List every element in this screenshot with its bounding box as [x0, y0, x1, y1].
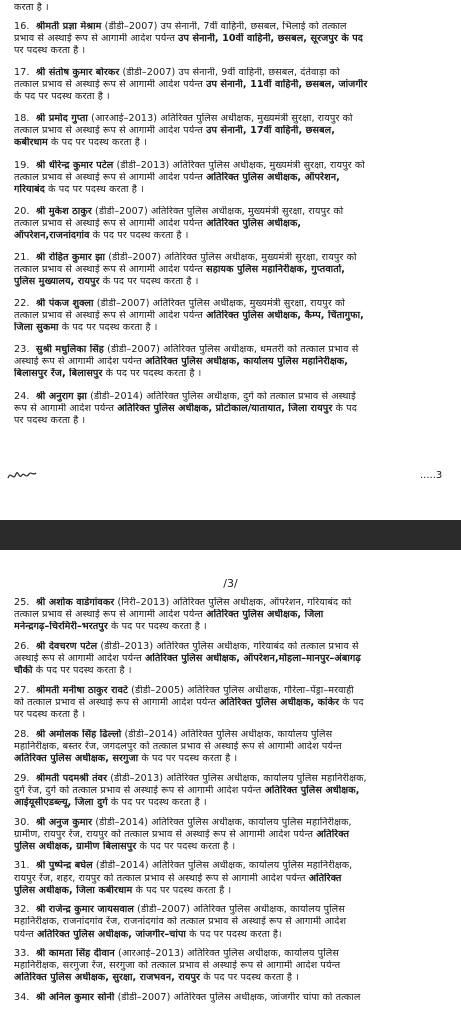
text-run: तत्काल प्रभाव से अस्थाई रूप से आगामी आदेश पर्यन्त: [14, 217, 207, 229]
text-line: [14, 172, 454, 184]
bold-text: मनेन्द्रगढ़–चिरमिरी–भरतपुर: [14, 621, 108, 633]
text-run: महानिरीक्षक, राजनांदगांव रेंज, राजनांदगांव को तत्काल प्रभाव से अस्थाई रूप से आगामी आदेश: [14, 916, 347, 928]
bold-text: पुलिस अधीक्षक, जिला कबीरधाम: [14, 884, 133, 896]
text-run: करता है ।: [14, 2, 49, 13]
bold-text: सहायक पुलिस महानिरीक्षक, गुप्तवार्ता,: [206, 264, 346, 275]
officer-name: श्री धीरेन्द्र कुमार पटेल: [36, 159, 114, 171]
text-run: महानिरीक्षक, सरगुजा रेंज, सरगुजा को तत्काल प्रभाव से अस्थाई रूप से आगामी आदेश पर्यन्त: [14, 960, 341, 972]
text-run: के पद पर पदस्थ करता है ।: [89, 229, 189, 241]
text-line: [14, 741, 454, 753]
officer-name: श्री देवचरण पटेल: [36, 640, 98, 652]
text-run: के पद पर पदस्थ करता है ।: [132, 884, 232, 896]
text-line: [14, 137, 454, 149]
text-line: [14, 641, 454, 653]
officer-name: श्री रोहित कुमार झा: [36, 252, 106, 263]
item-number: 20.: [14, 205, 30, 217]
text-line: [14, 230, 454, 242]
text-line: [14, 972, 454, 984]
page-separator: [0, 514, 461, 566]
text-run: (डीडी–2007) अतिरिक्त पुलिस अधीक्षक, मुख्यमंत्री सुरक्षा, रायपुर को: [96, 298, 345, 310]
signature-mark: [6, 464, 42, 486]
text-line: [14, 817, 454, 829]
bold-text: कबीरधाम: [14, 137, 48, 149]
text-line: [14, 841, 454, 853]
bold-text: पुलिस अधीक्षक, ग्रामीण बिलासपुर: [14, 840, 137, 852]
text-line: [14, 113, 454, 125]
officer-name: श्री अनिल कुमार सोनी: [36, 992, 115, 1004]
officer-name: श्री पुष्पेन्द्र बघेल: [36, 860, 93, 872]
officer-name: श्री मुकेश ठाकुर: [36, 205, 92, 217]
text-run: (डीडी–2013) अतिरिक्त पुलिस अधीक्षक, कार्यालय पुलिस महानिरीक्षक,: [110, 772, 367, 784]
text-line: [14, 160, 454, 172]
text-run: (डीडी–2007) अतिरिक्त पुलिस अधीक्षक, मुख्यमंत्री सुरक्षा, रायपुर को: [95, 205, 344, 217]
text-run: दुर्ग रेंज, दुर्ग को तत्काल प्रभाव से अस्थाई रूप से आगामी आदेश पर्यन्त: [14, 784, 265, 796]
bold-text: उप सेनानी, 17वीं वाहिनी, छसबल,: [206, 125, 336, 137]
continued-marker: .....3: [420, 470, 443, 481]
item-number: 22.: [14, 298, 30, 310]
text-line: [14, 885, 454, 897]
bold-text: अतिरिक्त पुलिस अधीक्षक,: [206, 217, 302, 229]
officer-name: श्रीमती पदमश्री तंवर: [36, 772, 108, 784]
bold-text: ऑपरेशन,राजनांदगांव: [14, 229, 90, 241]
text-line: [14, 403, 454, 415]
text-line: [14, 960, 454, 972]
page-header: /3/: [223, 577, 238, 590]
bold-text: अतिरिक्त: [308, 872, 342, 884]
text-line: [14, 33, 454, 45]
officer-name: श्री कामता सिंह दीवान: [36, 948, 115, 960]
bold-text: अतिरिक्त पुलिस अधीक्षक,: [264, 784, 360, 796]
text-run: पर्यन्त: [14, 928, 37, 940]
officer-name: श्री अनुज कुमार: [36, 816, 93, 828]
text-run: (डीडी–2007) उप सेनानी, 9वीं वाहिनी, छसबल, दंतेवाड़ा को: [122, 67, 340, 79]
bold-text: अतिरिक्त पुलिस अधीक्षक, जांजगीर–चांपा: [37, 928, 186, 940]
text-line: [14, 298, 454, 310]
text-run: तत्काल प्रभाव से अस्थाई रूप से आगामी आदेश पर्यन्त: [14, 264, 207, 275]
text-run: के पद: [339, 696, 364, 708]
text-line: [14, 916, 454, 928]
text-line: [14, 621, 454, 633]
text-run: (आरआई–2013) अतिरिक्त पुलिस अधीक्षक, मुख्यमंत्री सुरक्षा, रायपुर को: [91, 113, 353, 125]
bold-text: अतिरिक्त पुलिस अधीक्षक, ऑपरेशन,: [206, 171, 340, 183]
bold-text: अतिरिक्त पुलिस अधीक्षक, कैम्प, चिंतागुफा,: [206, 310, 364, 322]
text-line: [14, 184, 454, 196]
text-run: के पद पर पदस्थ करता है ।: [102, 368, 202, 380]
officer-name: श्री प्रमोद गुप्ता: [36, 113, 88, 125]
text-run: (डीडी–2007) अतिरिक्त पुलिस अधीक्षक, धमतरी को तत्काल प्रभाव से: [107, 344, 359, 356]
item-number: 24.: [14, 390, 30, 402]
text-run: अस्थाई रूप से आगामी आदेश पर्यन्त: [14, 356, 145, 368]
bold-text: अतिरिक्त पुलिस अधीक्षक, जिला: [206, 609, 324, 621]
bold-text: अतिरिक्त पुलिस अधीक्षक, ऑपरेशन,मोहला–मानपुर–अंबागढ़: [144, 653, 361, 664]
text-line: [14, 125, 454, 137]
text-run: के पद पर पदस्थ करता है ।: [44, 183, 144, 195]
bold-text: अतिरिक्त पुलिस अधीक्षक, सुरक्षा, राजभवन, रायपुर: [14, 972, 201, 984]
bold-text: अतिरिक्त पुलिस अधीक्षक, कांकेर: [219, 696, 340, 708]
text-run: के पद पर पदस्थ करता है।: [186, 928, 282, 940]
text-line: [14, 948, 454, 960]
bold-text: आईयूसीएडब्ल्यू, जिला दुर्ग: [14, 796, 108, 808]
text-run: के पद पर पदस्थ करता है ।: [32, 665, 132, 677]
text-line: [14, 773, 454, 785]
text-line: [14, 860, 454, 872]
item-number: 17.: [14, 67, 30, 79]
text-run: (डीडी–2014) अतिरिक्त पुलिस अधीक्षक, कार्यालय पुलिस महानिरीक्षक,: [95, 860, 353, 872]
officer-name: श्री पंकज शुक्ला: [36, 298, 94, 310]
text-run: (डीडी–2013) अतिरिक्त पुलिस अधीक्षक, गरियाबंद को तत्काल प्रभाव से: [100, 640, 359, 652]
item-number: 16.: [14, 21, 30, 32]
text-line: [14, 276, 454, 288]
text-run: तत्काल प्रभाव से अस्थाई रूप से आगामी आदेश पर्यन्त: [14, 310, 207, 322]
text-line: [14, 322, 454, 334]
text-run: (डीडी–2005) अतिरिक्त पुलिस अधीक्षक, गौरेला–पेंड्रा–मरवाही: [131, 684, 354, 696]
bold-text: उप सेनानी, 10वीं वाहिनी, छसबल, सूरजपुर के पद: [178, 33, 363, 44]
item-number: 21.: [14, 252, 30, 263]
text-line: [14, 21, 454, 33]
bold-text: पुलिस मुख्यालय, रायपुर: [14, 276, 100, 287]
text-run: ग्रामीण, रायपुर रेंज, रायपुर को तत्काल प्रभाव से अस्थाई रूप से आगामी आदेश पर्यन्त: [14, 828, 317, 840]
bold-text: अतिरिक्त पुलिस अधीक्षक, प्रोटोकाल/यातायात, जिला रायपुर: [117, 402, 333, 414]
text-run: रूप से आगामी आदेश पर्यन्त: [14, 402, 118, 414]
text-run: (डीडी–2007) उप सेनानी, 7वीं वाहिनी, छसबल, भिलाई को तत्काल: [104, 21, 347, 32]
text-line: [14, 992, 454, 1004]
text-line: [14, 218, 454, 230]
bold-text: जिला सुकमा: [14, 322, 59, 334]
item-number: 32.: [14, 904, 30, 916]
bold-text: उप सेनानी, 11वीं वाहिनी, छसबल, जांजगीर: [206, 79, 368, 91]
text-line: [14, 2, 454, 14]
text-line: [14, 697, 454, 709]
separator-bar: [0, 520, 461, 550]
text-run: (डीडी–2014) अतिरिक्त पुलिस अधीक्षक, दुर्ग को तत्काल प्रभाव से अस्थाई: [90, 390, 356, 402]
text-run: के पद पर पदस्थ करता है ।: [136, 840, 236, 852]
text-run: के पद पर पदस्थ करता है ।: [138, 752, 238, 764]
text-run: (डीडी–2013) अतिरिक्त पुलिस अधीक्षक, मुख्यमंत्री सुरक्षा, रायपुर को: [116, 159, 365, 171]
text-run: के पद पर पदस्थ करता है ।: [107, 621, 207, 633]
text-run: तत्काल प्रभाव से अस्थाई रूप से आगामी आदेश पर्यन्त: [14, 125, 207, 137]
text-run: (डीडी–2014) अतिरिक्त पुलिस अधीक्षक, कार्यालय पुलिस महानिरीक्षक,: [95, 816, 352, 828]
text-run: अस्थाई रूप से आगामी आदेश पर्यन्त: [14, 653, 145, 664]
text-line: [14, 729, 454, 741]
text-line: [14, 344, 454, 356]
bold-text: गरियाबंद: [14, 183, 45, 195]
bold-text: चौकी: [14, 665, 33, 677]
text-line: [14, 797, 454, 809]
text-run: के पद पर पदस्थ करता है ।: [47, 137, 147, 149]
item-number: 30.: [14, 816, 30, 828]
text-line: [14, 873, 454, 885]
text-line: [14, 709, 454, 721]
officer-name: श्री संतोष कुमार बोरकर: [36, 67, 120, 79]
item-number: 19.: [14, 159, 30, 171]
officer-name: श्री अमोलक सिंह ढिल्लो: [36, 728, 122, 740]
text-run: तत्काल प्रभाव से अस्थाई रूप से आगामी आदेश पर्यन्त: [14, 609, 207, 621]
text-run: पर पदस्थ करता है ।: [14, 45, 86, 56]
text-run: के पद पर पदस्थ करता है ।: [107, 796, 207, 808]
text-line: [14, 391, 454, 403]
text-run: को तत्काल प्रभाव से अस्थाई रूप से आगामी आदेश पर्यन्त: [14, 696, 220, 708]
text-line: [14, 753, 454, 765]
text-run: रायपुर रेंज, शहर, रायपुर को तत्काल प्रभाव से अस्थाई रूप से आगामी आदेश पर्यन्त: [14, 872, 309, 884]
text-line: [14, 67, 454, 79]
text-line: [14, 356, 454, 368]
item-number: 34.: [14, 992, 30, 1004]
officer-name: श्री राजेन्द्र कुमार जायसवाल: [36, 904, 134, 916]
text-line: [14, 79, 454, 91]
text-run: के पद पर पदस्थ करता है ।: [14, 91, 110, 103]
officer-name: श्रीमती प्रज्ञा मेश्राम: [36, 21, 102, 32]
text-run: (डीडी–2014) अतिरिक्त पुलिस अधीक्षक, कार्यालय पुलिस: [124, 728, 333, 740]
text-run: के पद पर पदस्थ करता है ।: [58, 322, 158, 334]
text-line: [14, 310, 454, 322]
text-line: [14, 829, 454, 841]
item-number: 31.: [14, 860, 30, 872]
bold-text: बिलासपुर रेंज, बिलासपुर: [14, 368, 103, 380]
item-number: 29.: [14, 772, 30, 784]
text-line: [14, 91, 454, 103]
item-number: 26.: [14, 640, 30, 652]
text-line: [14, 785, 454, 797]
text-line: [14, 665, 454, 677]
text-run: (डीडी–2007) अतिरिक्त पुलिस अधीक्षक, कार्यालय पुलिस: [137, 904, 345, 916]
item-number: 28.: [14, 728, 30, 740]
item-number: 23.: [14, 344, 30, 356]
officer-name: श्री अनुराग झा: [36, 390, 87, 402]
text-line: [14, 904, 454, 916]
text-run: महानिरीक्षक, बस्तर रेंज, जगदलपुर को तत्काल प्रभाव से अस्थाई रूप से आगामी आदेश पर्यन्त: [14, 740, 342, 752]
officer-name: श्रीमती मनीषा ठाकुर रावटे: [36, 684, 128, 696]
text-line: [14, 929, 454, 941]
item-number: 25.: [14, 597, 30, 608]
officer-name: सुश्री मधुलिका सिंह: [36, 344, 104, 356]
text-run: (आरआई–2013) अतिरिक्त पुलिस अधीक्षक, कार्यालय पुलिस: [117, 948, 339, 960]
text-run: पर पदस्थ करता है ।: [14, 414, 86, 426]
text-run: तत्काल प्रभाव से अस्थाई रूप से आगामी आदेश पर्यन्त: [14, 79, 207, 91]
text-line: [14, 685, 454, 697]
bold-text: अतिरिक्त पुलिस अधीक्षक, कार्यालय पुलिस महानिरीक्षक,: [144, 356, 349, 368]
text-line: [14, 45, 454, 57]
item-number: 27.: [14, 684, 30, 696]
text-run: के पद पर पदस्थ करता है ।: [99, 276, 199, 287]
item-number: 18.: [14, 113, 30, 125]
bold-text: अतिरिक्त पुलिस अधीक्षक, सरगुजा: [14, 752, 139, 764]
text-run: के पद पर पदस्थ करता है ।: [200, 972, 299, 984]
text-line: [14, 264, 454, 276]
text-line: [14, 415, 454, 427]
bold-text: अतिरिक्त: [316, 828, 350, 840]
text-run: (निरी–2013) अतिरिक्त पुलिस अधीक्षक, ऑपरेशन, गरियाबंद को: [117, 597, 352, 608]
text-line: [14, 653, 454, 665]
text-line: [14, 597, 454, 609]
text-line: [14, 206, 454, 218]
text-run: के पद: [332, 402, 357, 414]
text-line: [14, 368, 454, 380]
text-run: (डीडी–2007) अतिरिक्त पुलिस अधीक्षक, मुख्यमंत्री सुरक्षा, रायपुर को: [108, 252, 357, 263]
text-line: [14, 609, 454, 621]
text-run: (डीडी–2007) अतिरिक्त पुलिस अधीक्षक, जांजगीर चांपा को तत्काल: [117, 992, 361, 1004]
text-run: पर पदस्थ करता है ।: [14, 709, 86, 720]
text-line: [14, 252, 454, 264]
text-run: प्रभाव से अस्थाई रूप से आगामी आदेश पर्यन्त: [14, 33, 179, 44]
text-run: तत्काल प्रभाव से अस्थाई रूप से आगामी आदेश पर्यन्त: [14, 171, 207, 183]
item-number: 33.: [14, 948, 30, 960]
officer-name: श्री अशोक वाडेगांवकर: [36, 597, 115, 608]
